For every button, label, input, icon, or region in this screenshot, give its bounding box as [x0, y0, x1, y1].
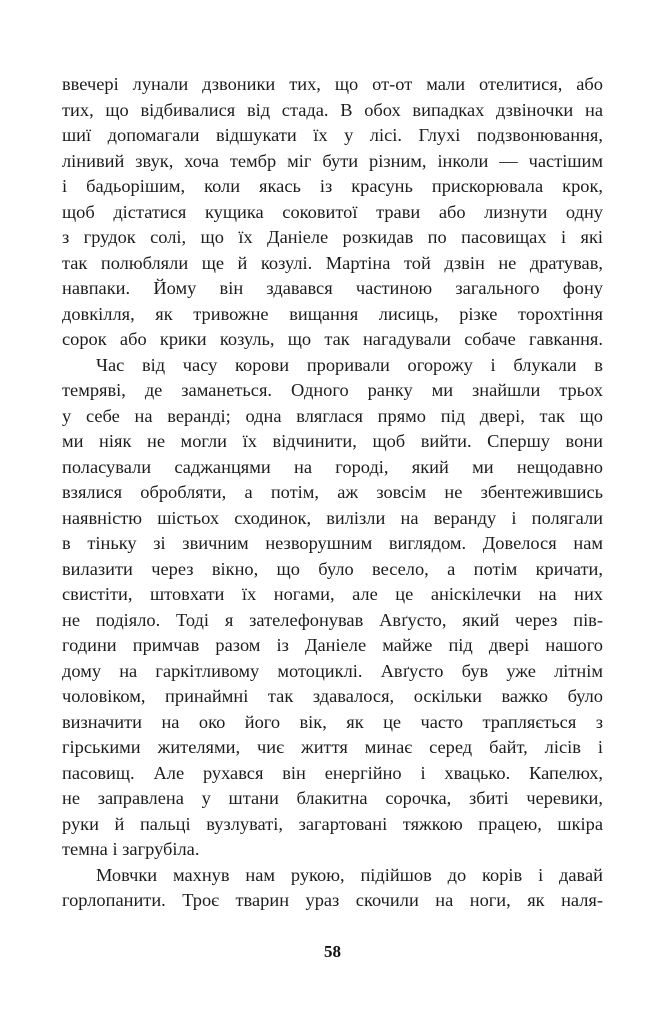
- text-line: горлопанити. Троє тварин ураз скочили на ноги, як наля-: [62, 890, 603, 910]
- paragraph: [62, 72, 603, 353]
- text-line: вилазити через вікно, що було весело, а потім кричати,: [62, 558, 603, 579]
- page-number: 58: [324, 942, 341, 961]
- text-line: визначити на око його вік, як це часто трапляється з: [62, 711, 603, 732]
- text-line: не заправлена у штани блакитна сорочка, збиті черевики,: [62, 788, 603, 808]
- text-line: у себе на веранді; одна вляглася прямо під двері, так що: [62, 405, 603, 426]
- text-line: години примчав разом із Даніеле майже під двері нашого: [62, 635, 603, 655]
- text-line: так полюбляли ще й козулі. Мартіна той дзвін не дратував,: [62, 252, 603, 273]
- text-line: щоб дістатися кущика соковитої трави або лизнути одну: [62, 201, 603, 222]
- text-line: Мовчки махнув нам рукою, підійшов до корів і давай: [96, 864, 603, 885]
- text-line: тих, що відбивалися від стада. В обох випадках дзвіночки на: [62, 99, 603, 120]
- text-line: шиї допомагали відшукати їх у лісі. Глухі подзвонювання,: [62, 125, 603, 145]
- text-line: чоловіком, принаймні так здавалося, оскільки важко було: [62, 686, 603, 706]
- text-line: і бадьорішим, коли якась із красунь прискорювала крок,: [62, 176, 603, 196]
- paragraph: [62, 863, 603, 914]
- text-line: довкілля, як тривожне вищання лисиць, різке торохтіння: [62, 303, 603, 324]
- text-line: в тіньку зі звичним незворушним виглядом. Довелося нам: [62, 533, 603, 553]
- text-line: Час від часу корови проривали огорожу і блукали в: [96, 354, 603, 375]
- text-line: ми ніяк не могли їх відчинити, щоб вийти. Спершу вони: [62, 431, 603, 451]
- text-line: гірськими жителями, чиє життя минає серед байт, лісів і: [62, 737, 603, 757]
- text-line: дому на гаркітливому мотоциклі. Авґусто був уже літнім: [62, 660, 603, 681]
- text-line: пасовищ. Але рухався він енергійно і хвацько. Капелюх,: [62, 762, 603, 783]
- text-line: темряві, де заманеться. Одного ранку ми знайшли трьох: [62, 380, 603, 400]
- text-line: сорок або крики козуль, що так нагадували собаче гавкання.: [62, 329, 603, 349]
- text-line: з грудок солі, що їх Даніеле розкидав по пасовищах і які: [62, 227, 603, 247]
- text-line: лінивий звук, хоча тембр міг бути різним, інколи — частішим: [62, 150, 603, 171]
- text-line: темна і загрубіла.: [62, 839, 200, 859]
- text-line: не подіяло. Тоді я зателефонував Авґусто, який через пів-: [62, 609, 603, 630]
- text-line: свистіти, штовхати їх ногами, але це аніскілечки на них: [62, 584, 603, 604]
- text-line: навпаки. Йому він здавався частиною загального фону: [62, 278, 603, 298]
- paragraph: [62, 353, 603, 863]
- text-line: ввечері лунали дзвоники тих, що от-от мали отелитися, або: [62, 74, 603, 94]
- text-line: руки й пальці вузлуваті, загартовані тяжкою працею, шкіра: [62, 813, 603, 834]
- body-text: [62, 72, 603, 914]
- text-line: взялися обробляти, а потім, аж зовсім не збентежившись: [62, 482, 603, 502]
- text-line: наявністю шістьох сходинок, вилізли на веранду і полягали: [62, 507, 603, 528]
- text-line: поласували саджанцями на городі, який ми нещодавно: [62, 456, 603, 477]
